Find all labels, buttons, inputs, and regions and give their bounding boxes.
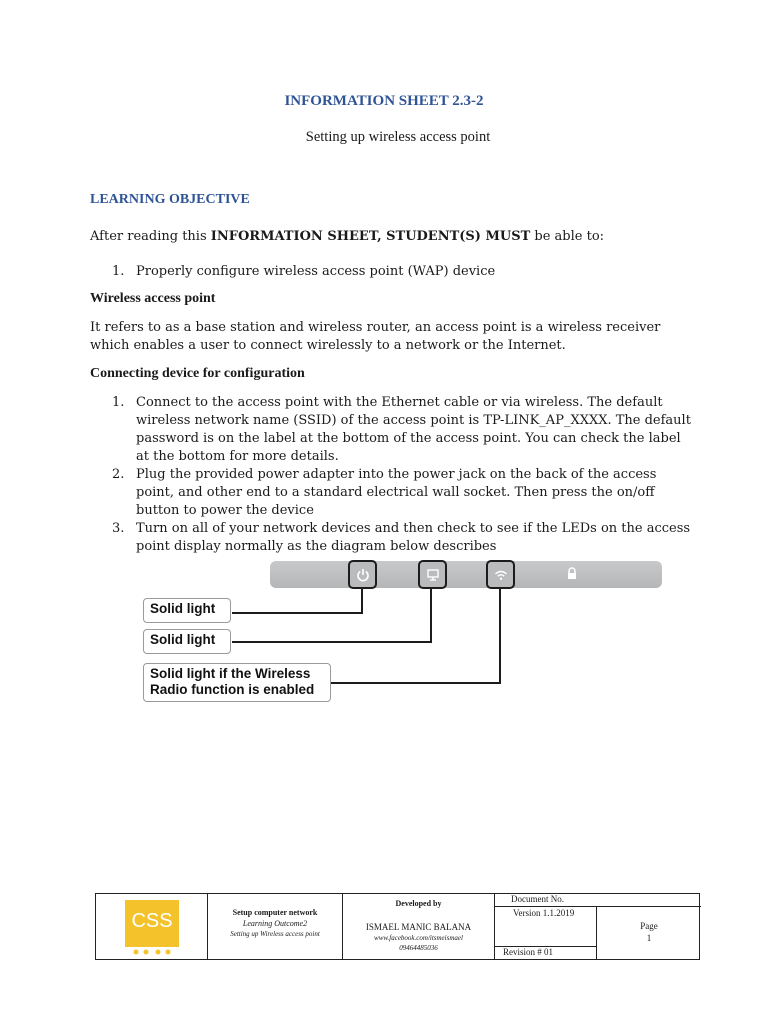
step-line: password is on the label at the bottom of the access point. You can check the label [136,431,681,446]
css-logo: CSS [125,900,179,947]
callout-text: Solid light [150,632,216,647]
version-text: Version 1.1.2019 [513,908,575,918]
course-name: Setup computer network [232,908,318,917]
step-item [112,520,712,556]
version-cell [495,907,597,947]
ethernet-icon [426,568,440,582]
step-line: point, and other end to a standard electrical wall socket. Then press the on/off [136,485,655,500]
connector-line [430,589,432,643]
intro-text-end: be able to: [530,229,605,244]
wifi-icon [494,568,508,582]
document-footer-table [95,893,700,960]
sheet-subtitle: Setting up wireless access point [305,129,491,145]
objective-list [112,263,495,281]
callout-text: Solid light if the Wireless [150,666,311,681]
paragraph-line: which enables a user to connect wirelessly to a network or the Internet. [90,338,566,353]
power-led [348,560,377,589]
step-line: wireless network name (SSID) of the access point is TP-LINK_AP_XXXX. The default [136,413,691,428]
connector-line [232,612,363,614]
developer-name: ISMAEL MANIC BALANA [365,922,472,932]
topic-name: Setting up Wireless access point [230,930,320,938]
document-no-row [495,894,701,907]
step-line: Turn on all of your network devices and then check to see if the LEDs on the access [136,521,691,536]
learning-outcome: Learning Outcome2 [242,919,308,928]
step-number: 3. [112,521,125,536]
logo-dots-icon [132,949,172,955]
intro-text-bold: INFORMATION SHEET, STUDENT(S) MUST [210,229,531,244]
intro-text-start: After reading this [90,229,211,244]
revision-cell [495,947,597,960]
developer-link: www.facebook.com/itsmeismael [374,934,463,942]
connector-line [232,641,432,643]
learning-objective-heading: LEARNING OBJECTIVE [90,192,250,207]
footer-developer-cell [343,894,495,959]
step-item [112,466,712,520]
developed-by-label: Developed by [395,899,442,908]
connector-line [499,589,501,684]
footer-document-cell [495,894,701,959]
callout-ethernet [143,629,231,654]
lock-icon [564,566,580,582]
step-line: button to power the device [136,503,314,518]
footer-course-cell [208,894,343,959]
list-item-number: 1. [112,264,125,279]
footer-logo-cell [96,894,208,959]
page-label: Page [640,921,658,931]
revision-text: Revision # 01 [503,947,554,957]
connector-line [330,682,501,684]
sheet-title: INFORMATION SHEET 2.3-2 [284,93,484,109]
power-icon [356,568,370,582]
wireless-access-point-heading: Wireless access point [90,291,216,306]
step-item [112,394,712,466]
led-diagram [140,560,665,705]
step-line: Connect to the access point with the Ethernet cable or via wireless. The default [136,395,663,410]
wireless-led [486,560,515,589]
connector-line [361,589,363,614]
list-item [112,263,495,281]
callout-text: Solid light [150,601,216,616]
access-point-front-panel [270,561,662,588]
step-number: 2. [112,467,125,482]
callout-wireless [143,663,331,702]
page-number: 1 [646,933,652,943]
step-line: at the bottom for more details. [136,449,339,464]
document-no-label: Document No. [511,894,564,904]
step-number: 1. [112,395,125,410]
ethernet-led [418,560,447,589]
configuration-steps [112,394,712,556]
objective-intro [90,228,604,246]
developer-phone: 09464485036 [399,944,438,952]
callout-text: Radio function is enabled [150,682,315,697]
wap-paragraph [90,319,690,355]
connecting-device-heading: Connecting device for configuration [90,366,305,381]
step-line: point display normally as the diagram below describes [136,539,497,554]
paragraph-line: It refers to as a base station and wireless router, an access point is a wireless receiver [90,320,661,335]
page-cell [597,907,701,960]
step-line: Plug the provided power adapter into the power jack on the back of the access [136,467,657,482]
callout-power [143,598,231,623]
list-item-text: Properly configure wireless access point (WAP) device [136,264,496,279]
